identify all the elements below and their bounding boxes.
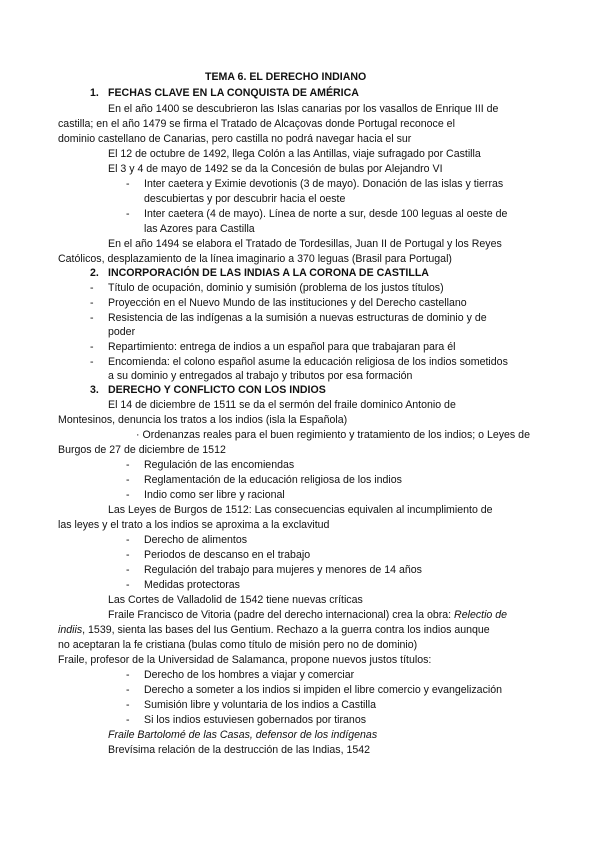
bullet-line: Periodos de descanso en el trabajo	[144, 549, 311, 561]
paragraph-line: El 12 de octubre de 1492, llega Colón a las Antillas, viaje sufragado por Castilla	[108, 148, 481, 160]
list-dash: -	[90, 282, 94, 294]
paragraph-line: Católicos, desplazamiento de la línea imaginario a 370 leguas (Brasil para Portugal)	[58, 253, 452, 265]
paragraph-line: Brevísima relación de la destrucción de las Indias, 1542	[108, 744, 371, 756]
section-3-heading: DERECHO Y CONFLICTO CON LOS INDIOS	[108, 384, 326, 396]
bullet-line: Sumisión libre y voluntaria de los indios a Castilla	[144, 699, 376, 711]
paragraph-line: Burgos de 27 de diciembre de 1512	[58, 444, 226, 456]
bullet-dash: -	[126, 699, 130, 711]
paragraph-line: El 3 y 4 de mayo de 1492 se da la Concesión de bulas por Alejandro VI	[108, 163, 443, 175]
paragraph-line: El 14 de diciembre de 1511 se da el sermón del fraile dominico Antonio de	[108, 399, 456, 411]
bullet-dash: -	[126, 564, 130, 576]
section-3-number: 3.	[90, 384, 99, 396]
bullet-line: Derecho a someter a los indios si impiden el libre comercio y evangelización	[144, 684, 503, 696]
bullet-line: Reglamentación de la educación religiosa de los indios	[144, 474, 402, 486]
list-item: Proyección en el Nuevo Mundo de las instituciones y del Derecho castellano	[108, 297, 467, 309]
bullet-line: Derecho de los hombres a viajar y comerciar	[144, 669, 355, 681]
bullet-dash: -	[126, 489, 130, 501]
bullet-dash: -	[126, 669, 130, 681]
bullet-dash: -	[126, 534, 130, 546]
section-2-heading: INCORPORACIÓN DE LAS INDIAS A LA CORONA DE CASTILLA	[108, 267, 429, 279]
bullet-dash: -	[126, 459, 130, 471]
bullet-line: Inter caetera y Eximie devotionis (3 de mayo). Donación de las islas y tierras	[144, 178, 504, 190]
paragraph-line: dominio castellano de Canarias, pero castilla no podrá navegar hacia el sur	[58, 133, 412, 145]
paragraph-line	[58, 623, 490, 637]
paragraph-line: Las Leyes de Burgos de 1512: Las consecuencias equivalen al incumplimiento de	[108, 504, 493, 516]
paragraph-line: En el año 1494 se elabora el Tratado de Tordesillas, Juan II de Portugal y los Reyes	[108, 238, 502, 250]
paragraph-line: Las Cortes de Valladolid de 1542 tiene nuevas críticas	[108, 594, 363, 606]
bullet-line: descubiertas y por descubrir hacia el oeste	[144, 193, 346, 205]
bullet-line: Inter caetera (4 de mayo). Línea de norte a sur, desde 100 leguas al oeste de	[144, 208, 508, 220]
list-item: Encomienda: el colono español asume la educación religiosa de los indios sometidos	[108, 356, 508, 368]
book-title-italic: indiis	[58, 624, 83, 636]
paragraph-line: no aceptaran la fe cristiana (bulas como título de misión pero no de dominio)	[58, 639, 418, 651]
list-item: Título de ocupación, dominio y sumisión (problema de los justos títulos)	[108, 282, 444, 294]
paragraph-line: Fraile Bartolomé de las Casas, defensor de los indígenas	[108, 729, 378, 741]
bullet-line: Si los indios estuviesen gobernados por tiranos	[144, 714, 367, 726]
paragraph-line: castilla; en el año 1479 se firma el Tratado de Alcaçovas donde Portugal reconoce el	[58, 118, 455, 130]
page-title: TEMA 6. EL DERECHO INDIANO	[205, 71, 367, 83]
paragraph-line: Montesinos, denuncia los tratos a los indios (isla la Española)	[58, 414, 348, 426]
bullet-line: Indio como ser libre y racional	[144, 489, 285, 501]
bullet-line: Regulación de las encomiendas	[144, 459, 295, 471]
bullet-line: Regulación del trabajo para mujeres y menores de 14 años	[144, 564, 422, 576]
paragraph-line: las leyes y el trato a los indios se aproxima a la exclavitud	[58, 519, 330, 531]
bullet-dash: -	[126, 579, 130, 591]
list-item: a su dominio y entregados al trabajo y tributos por esa formación	[108, 370, 413, 382]
list-item: Repartimiento: entrega de indios a un español para que trabajaran para él	[108, 341, 456, 353]
list-dash: -	[90, 356, 94, 368]
bullet-dash: -	[126, 208, 130, 220]
paragraph-line: Fraile, profesor de la Universidad de Salamanca, propone nuevos justos títulos:	[58, 654, 432, 666]
text-run: Fraile Francisco de Vitoria (padre del derecho internacional) crea la obra:	[108, 609, 455, 621]
list-dash: -	[90, 341, 94, 353]
paragraph-line: En el año 1400 se descubrieron las Islas canarias por los vasallos de Enrique III de	[108, 103, 499, 115]
book-title-italic: Relectio de	[454, 609, 508, 621]
paragraph-line	[108, 608, 507, 622]
list-dash: -	[90, 312, 94, 324]
text-run: , 1539, sienta las bases del Ius Gentium. Rechazo a la guerra contra los indios aunque	[82, 624, 490, 636]
list-item: poder	[108, 326, 136, 338]
section-2-number: 2.	[90, 267, 99, 279]
list-item: Resistencia de las indígenas a la sumisión a nuevas estructuras de dominio y de	[108, 312, 487, 324]
paragraph-line: · Ordenanzas reales para el buen regimiento y tratamiento de los indios; o Leyes de	[136, 429, 530, 441]
section-1-heading: FECHAS CLAVE EN LA CONQUISTA DE AMÉRICA	[108, 87, 359, 99]
bullet-dash: -	[126, 714, 130, 726]
bullet-line: las Azores para Castilla	[144, 223, 255, 235]
list-dash: -	[90, 297, 94, 309]
bullet-dash: -	[126, 549, 130, 561]
bullet-line: Medidas protectoras	[144, 579, 240, 591]
bullet-dash: -	[126, 684, 130, 696]
bullet-dash: -	[126, 474, 130, 486]
bullet-line: Derecho de alimentos	[144, 534, 248, 546]
section-1-number: 1.	[90, 87, 99, 99]
bullet-dash: -	[126, 178, 130, 190]
